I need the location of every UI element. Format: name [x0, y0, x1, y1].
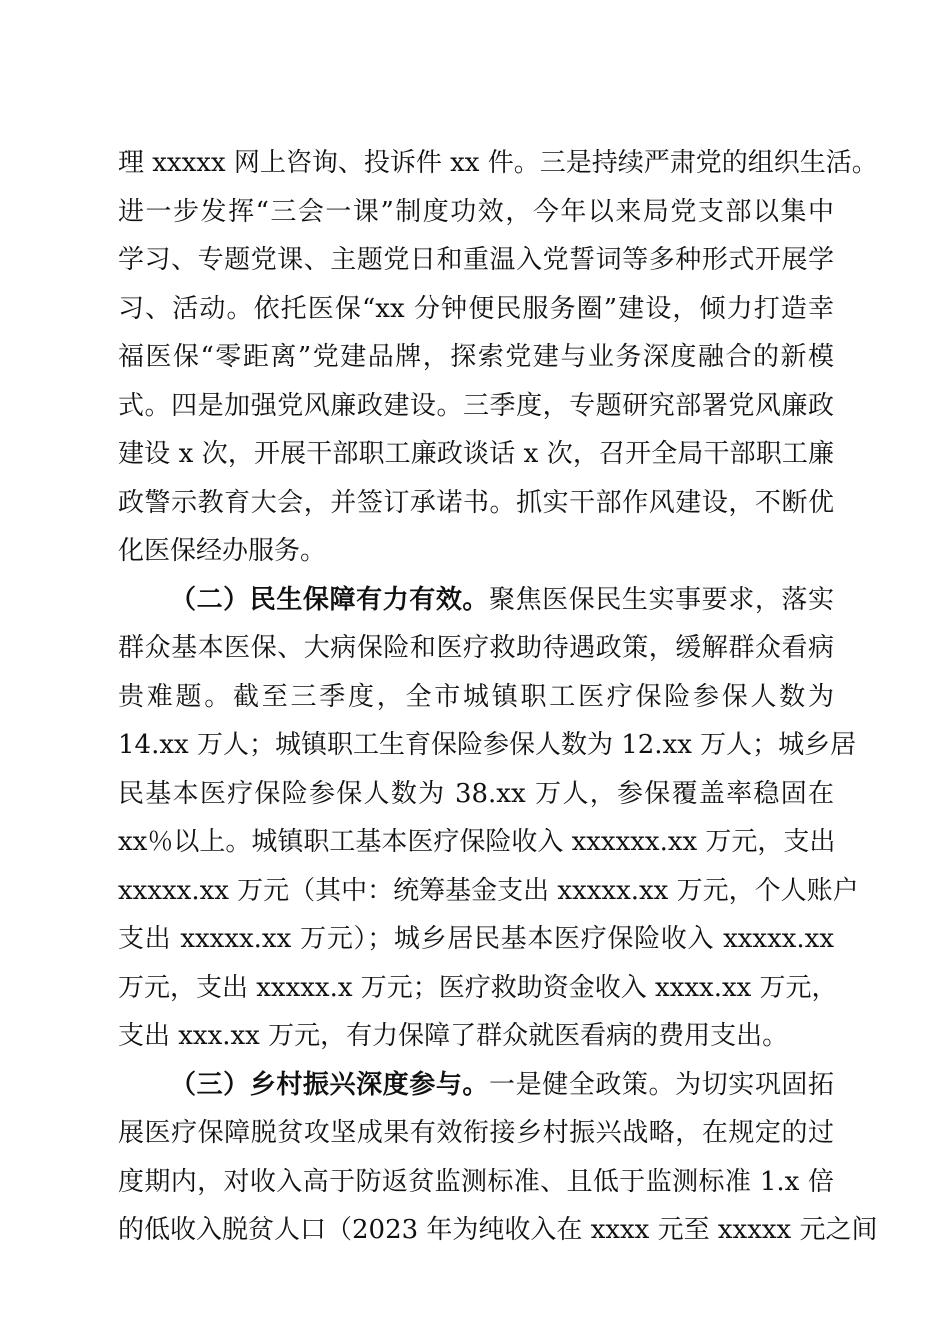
text-line: 展医疗保障脱贫攻坚成果有效衔接乡村振兴战略，在规定的过	[118, 1118, 834, 1148]
text-line: 习、活动。依托医保“xx 分钟便民服务圈”建设，倾力打造幸	[118, 293, 834, 324]
paragraph-livelihood-security	[118, 576, 859, 1061]
text-line: 群众基本医保、大病保险和医疗救助待遇政策，缓解群众看病	[118, 633, 834, 663]
section-heading-rest: 聚焦医保民生实事要求，落实	[489, 584, 834, 615]
text-line	[118, 1061, 834, 1110]
text-line: 度期内，对收入高于防返贫监测标准、且低于监测标准 1.x 倍	[118, 1166, 834, 1197]
text-line: 福医保“零距离”党建品牌，探索党建与业务深度融合的新模	[118, 342, 834, 372]
text-line: 建设 x 次，开展干部职工廉政谈话 x 次，召开全局干部职工廉	[118, 439, 834, 469]
text-line: 化医保经办服务。	[118, 536, 327, 566]
text-line: 支出 xxxxx.xx 万元）；城乡居民基本医疗保险收入 xxxxx.xx	[118, 924, 834, 954]
text-line: 万元，支出 xxxxx.x 万元；医疗救助资金收入 xxxx.xx 万元，	[118, 972, 838, 1003]
text-line: 民基本医疗保险参保人数为 38.xx 万人，参保覆盖率稳固在	[118, 778, 834, 809]
text-line: 支出 xxx.xx 万元，有力保障了群众就医看病的费用支出。	[118, 1021, 789, 1051]
text-line: 理 xxxxx 网上咨询、投诉件 xx 件。三是持续严肃党的组织生活。	[118, 148, 878, 178]
text-line: xxxxx.xx 万元（其中：统筹基金支出 xxxxx.xx 万元，个人账户	[118, 875, 859, 906]
text-line: 进一步发挥“三会一课”制度功效，今年以来局党支部以集中	[118, 196, 834, 227]
text-line: 政警示教育大会，并签订承诺书。抓实干部作风建设，不断优	[118, 487, 834, 518]
text-line: 14.xx 万人；城镇职工生育保险参保人数为 12.xx 万人；城乡居	[118, 730, 857, 760]
text-line: 贵难题。截至三季度，全市城镇职工医疗保险参保人数为	[118, 681, 834, 712]
document-body	[118, 139, 878, 1255]
text-line: xx％以上。城镇职工基本医疗保险收入 xxxxxx.xx 万元，支出	[118, 827, 836, 857]
text-line	[118, 576, 834, 625]
text-line: 式。四是加强党风廉政建设。三季度，专题研究部署党风廉政	[118, 390, 834, 421]
paragraph-party-building	[118, 139, 878, 576]
paragraph-rural-revitalization	[118, 1061, 878, 1255]
section-heading: （三）乡村振兴深度参与。	[170, 1069, 489, 1100]
section-heading: （二）民生保障有力有效。	[170, 584, 489, 615]
section-heading-rest: 一是健全政策。为切实巩固拓	[489, 1069, 834, 1100]
text-line: 的低收入脱贫人口（2023 年为纯收入在 xxxx 元至 xxxxx 元之间	[118, 1215, 878, 1245]
text-line: 学习、专题党课、主题党日和重温入党誓词等多种形式开展学	[118, 245, 834, 275]
